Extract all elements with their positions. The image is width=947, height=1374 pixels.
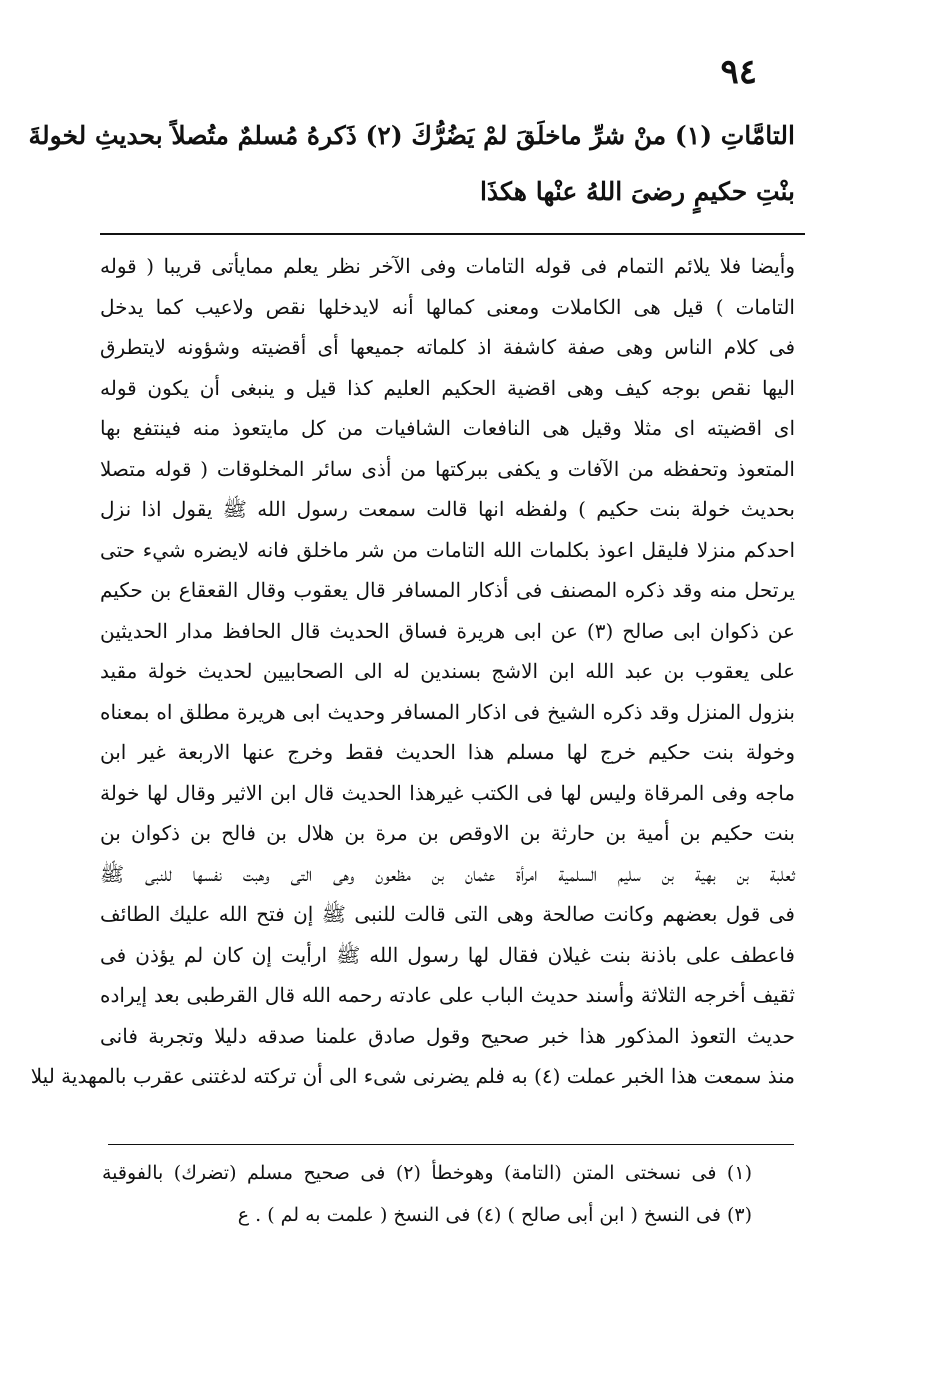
main-text-divider: [100, 233, 805, 235]
commentary-line: فى قول بعضهم وكانت صالحة وهى التى قالت للنبى ﷺ إن فتح الله عليك الطائف: [100, 902, 795, 926]
commentary-line: وأيضا فلا يلائم التمام فى قوله التامات وفى الآخر نظر يعلم ممايأتى قريبا ( قوله: [100, 254, 795, 278]
commentary-line: بحديث خولة بنت حكيم ) ولفظه انها قالت سمعت رسول الله ﷺ يقول اذا نزل: [100, 497, 795, 521]
commentary-line: بنت حكيم بن أمية بن حارثة بن الاوقص بن مرة بن هلال بن فالح بن ذكوان بن: [100, 821, 795, 845]
commentary-line: بنزول المنزل وقد ذكره الشيخ فى اذكار المسافر وحديث ابى هريرة مطلق اه بمعناه: [100, 699, 795, 724]
commentary-line: اى اقضيته اى مثلا وقيل هى النافعات الشافيات من كل مايتعوذ منه فينتفع بها: [100, 416, 796, 440]
commentary-line: ثعلبة بن بهية بن سليم السلمية امرأة عثمان بن مظعون وهى التى وهبت نفسها للنبى ﷺ: [100, 861, 795, 886]
commentary-line: وخولة بنت حكيم خرج لها مسلم هذا الحديث فقط وخرج عنها الاربعة غير ابن: [100, 740, 795, 764]
footnote-line: (١) فى نسختى المتن (التامة) وهوخطأ (٢) فى صحيح مسلم (تضرك) بالفوقية: [102, 1162, 752, 1184]
footnote-line: (٣) فى النسخ ( ابن أبى صالح ) (٤) فى النسخ ( علمت به لم ) . ع: [237, 1204, 752, 1226]
commentary-line: ثقيف أخرجه الثلاثة وأسند حديث الباب على عادته رحمه الله قال القرطبى بعد إيراده: [100, 983, 795, 1007]
main-text-line: التامَّاتِ (١) منْ شرِّ ماخلَقَ لمْ يَضُرُّكَ (٢) ذَكرهُ مُسلمٌ متُصلاً بحديثِ لخولةَ: [28, 121, 795, 150]
commentary-line: على يعقوب بن عبد الله ابن الاشج بسندين له الى الصحابيين لحديث خولة مقيد: [100, 659, 795, 683]
main-text-line: بنْتِ حكيمٍ رضىَ اللهُ عنْها هكذَا: [479, 177, 795, 206]
footnote-divider: [108, 1144, 794, 1145]
commentary-line: التامات ) قيل هى الكاملات ومعنى كمالها أنه لايدخلها نقص ولاعيب كما يدخل: [100, 294, 795, 319]
commentary-line: منذ سمعت هذا الخبر عملت (٤) به فلم يضرنى شىء الى أن تركته لدغتنى عقرب بالمهدية ليلا: [30, 1064, 795, 1088]
commentary-line: المتعوذ وتحفظه من الآفات و يكفى ببركتها من أذى سائر المخلوقات ( قوله متصلا: [100, 456, 795, 481]
commentary-line: ماجه وفى المرقاة وليس لها فى الكتب غيرهذا الحديث قال ابن الاثير وقال لها خولة: [100, 780, 795, 805]
commentary-line: عن ذكوان ابى صالح (٣) عن ابى هريرة فساق الحديث قال الحافظ مدار الحديثين: [100, 618, 795, 643]
commentary-line: يرتحل منه وقد ذكره المصنف فى أذكار المسافر قال يعقوب وقال القعقاع بن حكيم: [100, 578, 795, 602]
commentary-line: فى كلام الناس وهى صفة كاشفة اذ كلماته جميعها أى أقضيته وشؤونه لايتطرق: [100, 335, 795, 359]
commentary: [30, 246, 796, 1097]
commentary-line: فاعطف على باذنة بنت غيلان فقال لها رسول الله ﷺ ارأيت إن كان لم يؤذن فى: [100, 942, 795, 967]
commentary-line: اليها نقص بوجه كيف وهى اقضية الحكيم العليم كذا قيل و ينبغى أن يكون قوله: [100, 375, 795, 400]
commentary-line: احدكم منزلا فليقل اعوذ بكلمات الله التامات من شر ماخلق فانه لايضره شيء حتى: [100, 537, 795, 562]
page-number: ٩٤: [720, 52, 757, 92]
main-text: [28, 108, 795, 220]
commentary-line: حديث التعوذ المذكور هذا خبر صحيح وقول صادق علمنا صدقه دليلا وتجربة فانى: [100, 1023, 795, 1048]
footnotes: [102, 1152, 752, 1236]
